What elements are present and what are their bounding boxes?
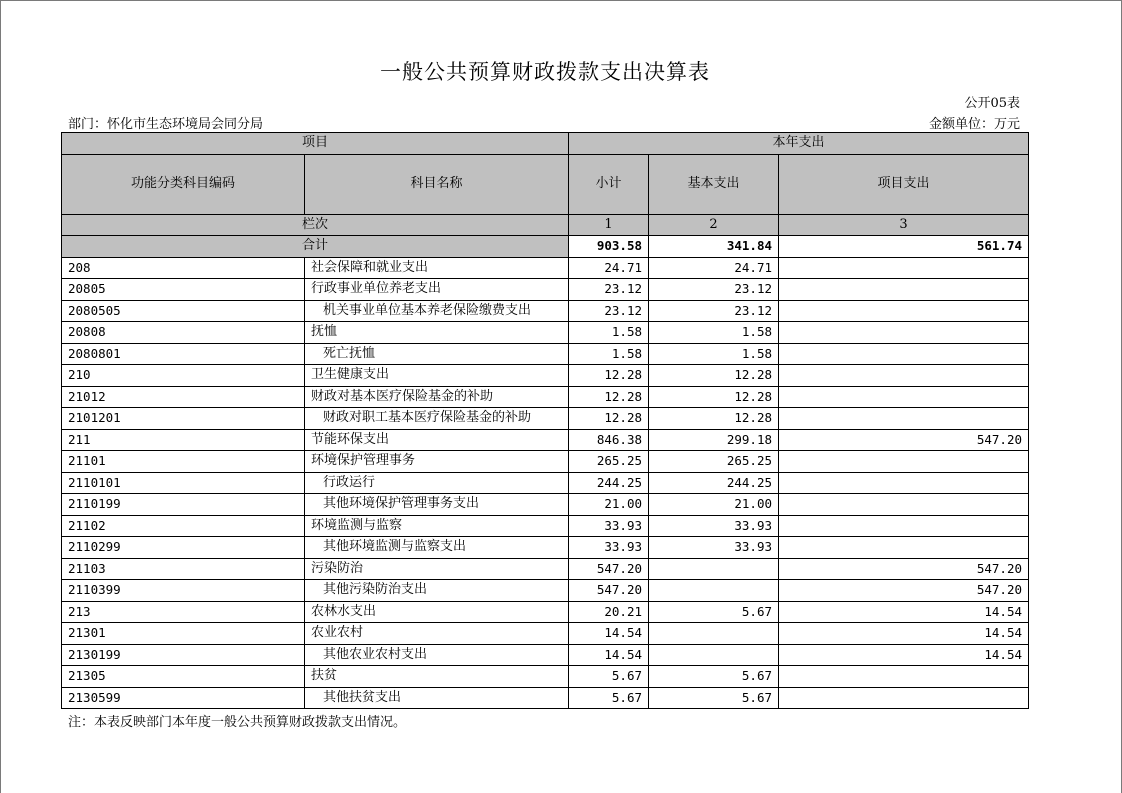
department-label: 部门：怀化市生态环境局会同分局 xyxy=(68,117,264,132)
row-basic: 265.25 xyxy=(649,451,779,473)
row-code: 21101 xyxy=(62,451,305,473)
row-name: 财政对职工基本医疗保险基金的补助 xyxy=(305,408,569,430)
total-basic: 341.84 xyxy=(649,236,779,258)
row-project xyxy=(779,343,1029,365)
table-row xyxy=(62,666,1029,688)
row-project xyxy=(779,300,1029,322)
page-border-top xyxy=(0,0,1122,1)
header-col2: 2 xyxy=(649,214,779,236)
row-project xyxy=(779,687,1029,709)
row-project xyxy=(779,386,1029,408)
row-name: 抚恤 xyxy=(305,322,569,344)
header-basic: 基本支出 xyxy=(649,154,779,214)
row-name: 行政事业单位养老支出 xyxy=(305,279,569,301)
row-project xyxy=(779,515,1029,537)
row-name: 卫生健康支出 xyxy=(305,365,569,387)
row-subtotal: 12.28 xyxy=(569,386,649,408)
row-basic: 5.67 xyxy=(649,666,779,688)
row-code: 21305 xyxy=(62,666,305,688)
row-code: 2110199 xyxy=(62,494,305,516)
header-name: 科目名称 xyxy=(305,154,569,214)
footnote: 注：本表反映部门本年度一般公共预算财政拨款支出情况。 xyxy=(68,715,407,730)
header-row-columns xyxy=(62,154,1029,214)
row-subtotal: 20.21 xyxy=(569,601,649,623)
table-row xyxy=(62,601,1029,623)
row-name: 污染防治 xyxy=(305,558,569,580)
row-subtotal: 24.71 xyxy=(569,257,649,279)
amount-unit-label: 金额单位：万元 xyxy=(928,117,1020,132)
row-name: 财政对基本医疗保险基金的补助 xyxy=(305,386,569,408)
header-column-no: 栏次 xyxy=(62,214,569,236)
header-row-top xyxy=(62,133,1029,155)
header-item: 项目 xyxy=(62,133,569,155)
row-basic: 12.28 xyxy=(649,365,779,387)
row-project xyxy=(779,666,1029,688)
table-row xyxy=(62,494,1029,516)
table-row xyxy=(62,451,1029,473)
row-code: 20808 xyxy=(62,322,305,344)
table-row xyxy=(62,537,1029,559)
row-basic xyxy=(649,623,779,645)
row-name: 环境监测与监察 xyxy=(305,515,569,537)
row-basic xyxy=(649,558,779,580)
row-code: 211 xyxy=(62,429,305,451)
row-subtotal: 1.58 xyxy=(569,322,649,344)
row-basic: 244.25 xyxy=(649,472,779,494)
row-name: 行政运行 xyxy=(305,472,569,494)
row-code: 2110101 xyxy=(62,472,305,494)
row-basic: 33.93 xyxy=(649,537,779,559)
row-code: 2130599 xyxy=(62,687,305,709)
row-subtotal: 5.67 xyxy=(569,666,649,688)
row-name: 农业农村 xyxy=(305,623,569,645)
row-code: 2101201 xyxy=(62,408,305,430)
table-row xyxy=(62,300,1029,322)
row-code: 2110399 xyxy=(62,580,305,602)
table-row xyxy=(62,386,1029,408)
row-code: 21301 xyxy=(62,623,305,645)
row-project: 547.20 xyxy=(779,558,1029,580)
row-code: 213 xyxy=(62,601,305,623)
row-project xyxy=(779,472,1029,494)
row-project: 547.20 xyxy=(779,580,1029,602)
row-basic: 33.93 xyxy=(649,515,779,537)
expenditure-table xyxy=(61,132,1029,709)
table-row xyxy=(62,644,1029,666)
row-subtotal: 33.93 xyxy=(569,537,649,559)
table-row xyxy=(62,429,1029,451)
row-project: 14.54 xyxy=(779,623,1029,645)
header-project: 项目支出 xyxy=(779,154,1029,214)
row-code: 21012 xyxy=(62,386,305,408)
header-col3: 3 xyxy=(779,214,1029,236)
row-basic: 23.12 xyxy=(649,300,779,322)
row-code: 2110299 xyxy=(62,537,305,559)
row-project: 14.54 xyxy=(779,601,1029,623)
row-project xyxy=(779,322,1029,344)
row-name: 其他农业农村支出 xyxy=(305,644,569,666)
table-row xyxy=(62,623,1029,645)
row-code: 2080505 xyxy=(62,300,305,322)
header-col1: 1 xyxy=(569,214,649,236)
table-row xyxy=(62,408,1029,430)
row-name: 扶贫 xyxy=(305,666,569,688)
row-subtotal: 1.58 xyxy=(569,343,649,365)
row-code: 208 xyxy=(62,257,305,279)
header-row-column-numbers xyxy=(62,214,1029,236)
row-basic: 12.28 xyxy=(649,408,779,430)
row-basic: 23.12 xyxy=(649,279,779,301)
row-project: 547.20 xyxy=(779,429,1029,451)
table-row xyxy=(62,322,1029,344)
table-body xyxy=(62,257,1029,709)
row-project xyxy=(779,451,1029,473)
form-number: 公开05表 xyxy=(964,96,1020,111)
row-subtotal: 23.12 xyxy=(569,300,649,322)
row-project xyxy=(779,257,1029,279)
total-project: 561.74 xyxy=(779,236,1029,258)
row-subtotal: 265.25 xyxy=(569,451,649,473)
row-name: 其他环境保护管理事务支出 xyxy=(305,494,569,516)
row-subtotal: 12.28 xyxy=(569,365,649,387)
total-label: 合计 xyxy=(62,236,569,258)
row-project xyxy=(779,408,1029,430)
total-row xyxy=(62,236,1029,258)
row-subtotal: 23.12 xyxy=(569,279,649,301)
row-name: 其他扶贫支出 xyxy=(305,687,569,709)
row-subtotal: 14.54 xyxy=(569,623,649,645)
table-row xyxy=(62,687,1029,709)
table-row xyxy=(62,279,1029,301)
row-basic: 21.00 xyxy=(649,494,779,516)
row-code: 2080801 xyxy=(62,343,305,365)
table-row xyxy=(62,257,1029,279)
table-row xyxy=(62,515,1029,537)
row-name: 死亡抚恤 xyxy=(305,343,569,365)
table-row xyxy=(62,343,1029,365)
row-subtotal: 12.28 xyxy=(569,408,649,430)
row-basic: 5.67 xyxy=(649,601,779,623)
row-basic: 24.71 xyxy=(649,257,779,279)
row-project xyxy=(779,494,1029,516)
row-subtotal: 14.54 xyxy=(569,644,649,666)
row-subtotal: 547.20 xyxy=(569,580,649,602)
header-code: 功能分类科目编码 xyxy=(62,154,305,214)
row-code: 21103 xyxy=(62,558,305,580)
row-subtotal: 547.20 xyxy=(569,558,649,580)
row-project xyxy=(779,537,1029,559)
row-basic xyxy=(649,644,779,666)
row-name: 其他环境监测与监察支出 xyxy=(305,537,569,559)
row-basic: 5.67 xyxy=(649,687,779,709)
row-basic: 12.28 xyxy=(649,386,779,408)
row-name: 农林水支出 xyxy=(305,601,569,623)
row-subtotal: 5.67 xyxy=(569,687,649,709)
row-subtotal: 21.00 xyxy=(569,494,649,516)
header-subtotal: 小计 xyxy=(569,154,649,214)
row-basic: 299.18 xyxy=(649,429,779,451)
header-year-expense: 本年支出 xyxy=(569,133,1029,155)
row-name: 节能环保支出 xyxy=(305,429,569,451)
row-basic: 1.58 xyxy=(649,343,779,365)
row-subtotal: 244.25 xyxy=(569,472,649,494)
page-border-left xyxy=(0,0,1,793)
row-project xyxy=(779,365,1029,387)
row-name: 其他污染防治支出 xyxy=(305,580,569,602)
row-code: 2130199 xyxy=(62,644,305,666)
row-code: 21102 xyxy=(62,515,305,537)
page-title: 一般公共预算财政拨款支出决算表 xyxy=(380,60,710,84)
row-subtotal: 846.38 xyxy=(569,429,649,451)
row-basic xyxy=(649,580,779,602)
row-basic: 1.58 xyxy=(649,322,779,344)
table-row xyxy=(62,558,1029,580)
row-project xyxy=(779,279,1029,301)
table-row xyxy=(62,365,1029,387)
row-name: 社会保障和就业支出 xyxy=(305,257,569,279)
table-row xyxy=(62,472,1029,494)
row-project: 14.54 xyxy=(779,644,1029,666)
total-subtotal: 903.58 xyxy=(569,236,649,258)
row-code: 20805 xyxy=(62,279,305,301)
row-name: 机关事业单位基本养老保险缴费支出 xyxy=(305,300,569,322)
row-name: 环境保护管理事务 xyxy=(305,451,569,473)
row-subtotal: 33.93 xyxy=(569,515,649,537)
table-row xyxy=(62,580,1029,602)
row-code: 210 xyxy=(62,365,305,387)
